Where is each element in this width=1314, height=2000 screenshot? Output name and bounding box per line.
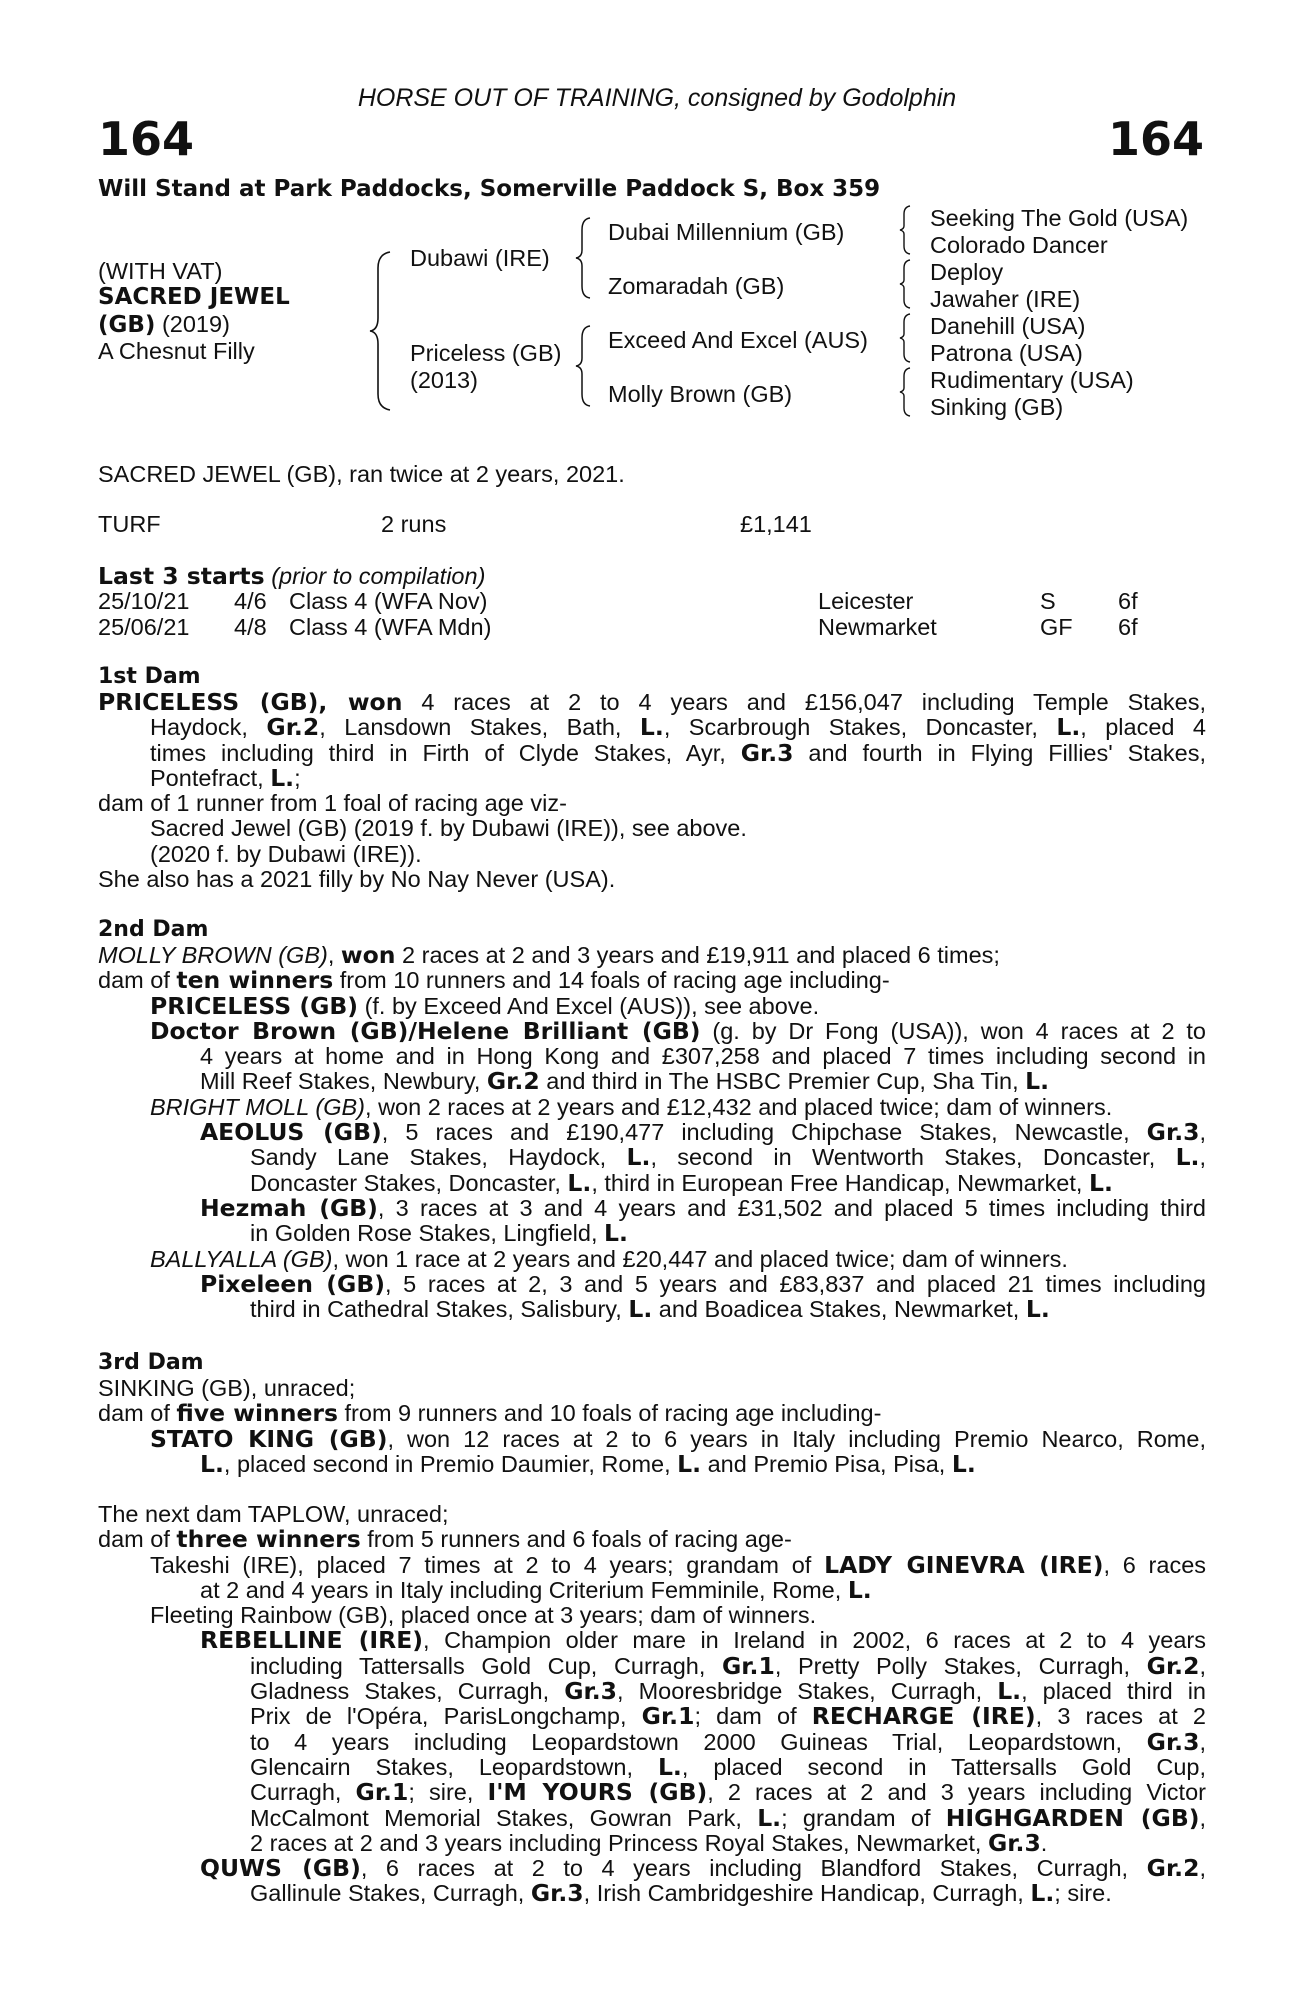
dam4-line: The next dam TAPLOW, unraced; <box>98 1501 449 1527</box>
dam4-line: including Tattersalls Gold Cup, Curragh, Gr.1, Pretty Polly Stakes, Curragh, Gr.2, <box>250 1653 1206 1680</box>
racing-summary: SACRED JEWEL (GB), ran twice at 2 years, 2021. <box>98 461 625 487</box>
dam1-line: times including third in Firth of Clyde Stakes, Ayr, Gr.3 and fourth in Flying Fillies' Stakes, <box>150 740 1206 766</box>
dam4-line: dam of three winners from 5 runners and 6 foals of racing age- <box>98 1525 792 1554</box>
horse-year: (2019) <box>161 311 230 337</box>
dam4-line: Fleeting Rainbow (GB), placed once at 3 years; dam of winners. <box>150 1602 817 1629</box>
dam4-line: QUWS (GB), 6 races at 2 to 4 years including Blandford Stakes, Curragh, Gr.2, <box>200 1856 1206 1882</box>
horse-country-year <box>98 311 230 338</box>
record-surface: TURF <box>98 511 161 537</box>
dam1-line: dam of 1 runner from 1 foal of racing age viz- <box>98 790 567 817</box>
dam4-line: Gallinule Stakes, Curragh, Gr.3, Irish Cambridgeshire Handicap, Curragh, L.; sire. <box>250 1879 1112 1908</box>
lot-number-left: 164 <box>98 112 195 166</box>
dam2-line: BALLYALLA (GB), won 1 race at 2 years and £20,447 and placed twice; dam of winners. <box>150 1245 1068 1272</box>
dam3-line: SINKING (GB), unraced; <box>98 1375 356 1401</box>
dam2-line: 4 years at home and in Hong Kong and £307,258 and placed 7 times including second in <box>200 1044 1206 1070</box>
pedigree-brace-dam <box>574 324 594 408</box>
pedigree-grandsire: Dubai Millennium (GB) <box>608 219 845 245</box>
third-dam-section <box>98 1350 1206 1477</box>
dam4-line: Glencairn Stakes, Leopardstown, L., placed second in Tattersalls Gold Cup, <box>250 1754 1206 1781</box>
start-2-dist: 6f <box>1118 613 1138 640</box>
pedigree-brace-g3 <box>898 312 914 364</box>
dam1-line: Sacred Jewel (GB) (2019 f. by Dubawi (IRE)), see above. <box>150 815 747 842</box>
dam3-line: L., placed second in Premio Daumier, Rome, L. and Premio Pisa, Pisa, L. <box>200 1449 976 1478</box>
start-1-race: Class 4 (WFA Nov) <box>289 588 488 614</box>
dam2-line: AEOLUS (GB), 5 races and £190,477 including Chipchase Stakes, Newcastle, Gr.3, <box>200 1120 1206 1146</box>
horse-name: SACRED JEWEL <box>98 284 290 310</box>
dam1-line: She also has a 2021 filly by No Nay Never (USA). <box>98 866 616 893</box>
pedigree-gen3-1: Seeking The Gold (USA) <box>930 205 1189 231</box>
dam1-line: PRICELESS (GB), won 4 races at 2 to 4 years and £156,047 including Temple Stakes, <box>98 690 1206 716</box>
second-dam-heading: 2nd Dam <box>98 917 209 942</box>
start-1-pos: 4/6 <box>234 588 267 614</box>
pedigree-brace-g1 <box>898 204 914 256</box>
pedigree-granddam-sire-side: Zomaradah (GB) <box>608 273 785 299</box>
catalogue-header: HORSE OUT OF TRAINING, consigned by Godolphin <box>357 84 957 112</box>
dam4-line: REBELLINE (IRE), Champion older mare in Ireland in 2002, 6 races at 2 to 4 years <box>200 1628 1206 1654</box>
last-starts-note: (prior to compilation) <box>271 563 486 589</box>
dam3-line: dam of five winners from 9 runners and 10 foals of racing age including- <box>98 1399 882 1428</box>
horse-description: A Chesnut Filly <box>98 338 255 364</box>
start-2-pos: 4/8 <box>234 613 267 640</box>
pedigree-brace-main <box>368 250 398 412</box>
start-2-race: Class 4 (WFA Mdn) <box>289 613 492 640</box>
start-1-going: S <box>1040 588 1056 614</box>
pedigree-second-dam: Molly Brown (GB) <box>608 381 793 407</box>
dam3-line: STATO KING (GB), won 12 races at 2 to 6 years in Italy including Premio Nearco, Rome, <box>150 1426 1206 1452</box>
last-starts-title: Last 3 starts <box>98 562 265 590</box>
dam4-line: at 2 and 4 years in Italy including Criterium Femminile, Rome, L. <box>200 1575 872 1604</box>
dam2-line: dam of ten winners from 10 runners and 14 foals of racing age including- <box>98 966 890 995</box>
pedigree-dam-year: (2013) <box>410 367 478 393</box>
start-2-date: 25/06/21 <box>98 613 190 640</box>
first-dam-section <box>98 664 1206 892</box>
dam2-line: third in Cathedral Stakes, Salisbury, L. and Boadicea Stakes, Newmarket, L. <box>250 1295 1050 1324</box>
pedigree-gen3-3: Deploy <box>930 259 1004 285</box>
pedigree-gen3-4: Jawaher (IRE) <box>930 286 1081 312</box>
dam2-line: in Golden Rose Stakes, Lingfield, L. <box>250 1219 628 1248</box>
first-dam-heading: 1st Dam <box>98 664 201 689</box>
pedigree-brace-g4 <box>898 366 914 418</box>
start-2-course: Newmarket <box>818 613 937 640</box>
dam4-line: 2 races at 2 and 3 years including Princess Royal Stakes, Newmarket, Gr.3. <box>250 1828 1048 1857</box>
pedigree-gen3-8: Sinking (GB) <box>930 394 1064 420</box>
dam4-line: McCalmont Memorial Stakes, Gowran Park, L.; grandam of HIGHGARDEN (GB), <box>250 1805 1206 1831</box>
dam2-line: BRIGHT MOLL (GB), won 2 races at 2 years and £12,432 and placed twice; dam of winners. <box>150 1093 1113 1120</box>
dam2-line: Sandy Lane Stakes, Haydock, L., second in Wentworth Stakes, Doncaster, L., <box>250 1145 1206 1171</box>
fourth-dam-section <box>98 1502 1206 1907</box>
record-earnings: £1,141 <box>740 511 812 537</box>
dam2-line: MOLLY BROWN (GB), won 2 races at 2 and 3 years and £19,911 and placed 6 times; <box>98 941 1000 969</box>
start-1-date: 25/10/21 <box>98 588 190 614</box>
pedigree-gen3-7: Rudimentary (USA) <box>930 367 1134 393</box>
dam2-line: Mill Reef Stakes, Newbury, Gr.2 and third in The HSBC Premier Cup, Sha Tin, L. <box>200 1067 1050 1096</box>
dam2-line: Doncaster Stakes, Doncaster, L., third in European Free Handicap, Newmarket, L. <box>250 1168 1113 1197</box>
horse-country: (GB) <box>98 312 156 338</box>
dam1-line: Pontefract, L.; <box>150 763 301 792</box>
dam2-line: Hezmah (GB), 3 races at 3 and 4 years and £31,502 and placed 5 times including third <box>200 1195 1206 1222</box>
pedigree-dam: Priceless (GB) <box>410 340 562 366</box>
pedigree-brace-sire <box>574 216 594 300</box>
dam2-line: Doctor Brown (GB)/Helene Brilliant (GB) (g. by Dr Fong (USA)), won 4 races at 2 to <box>150 1018 1206 1045</box>
third-dam-heading: 3rd Dam <box>98 1350 204 1375</box>
dam4-line: Takeshi (IRE), placed 7 times at 2 to 4 years; grandam of LADY GINEVRA (IRE), 6 races <box>150 1552 1206 1578</box>
dam1-line: Haydock, Gr.2, Lansdown Stakes, Bath, L., Scarbrough Stakes, Doncaster, L., placed 4 <box>150 715 1206 741</box>
dam4-line: Curragh, Gr.1; sire, I'M YOURS (GB), 2 races at 2 and 3 years including Victor <box>250 1780 1206 1806</box>
stand-location: Will Stand at Park Paddocks, Somerville Paddock S, Box 359 <box>98 176 881 202</box>
start-2-going: GF <box>1040 613 1073 640</box>
dam2-line: Pixeleen (GB), 5 races at 2, 3 and 5 years and £83,837 and placed 21 times including <box>200 1271 1206 1298</box>
record-runs: 2 runs <box>381 511 447 537</box>
dam4-line: to 4 years including Leopardstown 2000 Guineas Trial, Leopardstown, Gr.3, <box>250 1729 1206 1755</box>
pedigree-brace-g2 <box>898 258 914 310</box>
last-starts-heading <box>98 562 485 590</box>
pedigree-gen3-5: Danehill (USA) <box>930 313 1086 339</box>
dam4-line: Prix de l'Opéra, ParisLongchamp, Gr.1; dam of RECHARGE (IRE), 3 races at 2 <box>250 1704 1206 1730</box>
pedigree-dam-sire: Exceed And Excel (AUS) <box>608 327 868 353</box>
vat-note: (WITH VAT) <box>98 258 223 284</box>
start-1-course: Leicester <box>818 588 914 614</box>
pedigree-gen3-2: Colorado Dancer <box>930 232 1108 258</box>
dam1-line: (2020 f. by Dubawi (IRE)). <box>150 840 422 867</box>
second-dam-section <box>98 917 1206 1322</box>
pedigree-sire: Dubawi (IRE) <box>410 245 550 271</box>
dam2-line: PRICELESS (GB) (f. by Exceed And Excel (AUS)), see above. <box>150 991 820 1020</box>
pedigree-gen3-6: Patrona (USA) <box>930 340 1083 366</box>
lot-number-right: 164 <box>1107 112 1204 166</box>
start-1-dist: 6f <box>1118 588 1138 614</box>
dam4-line: Gladness Stakes, Curragh, Gr.3, Mooresbridge Stakes, Curragh, L., placed third in <box>250 1679 1206 1705</box>
